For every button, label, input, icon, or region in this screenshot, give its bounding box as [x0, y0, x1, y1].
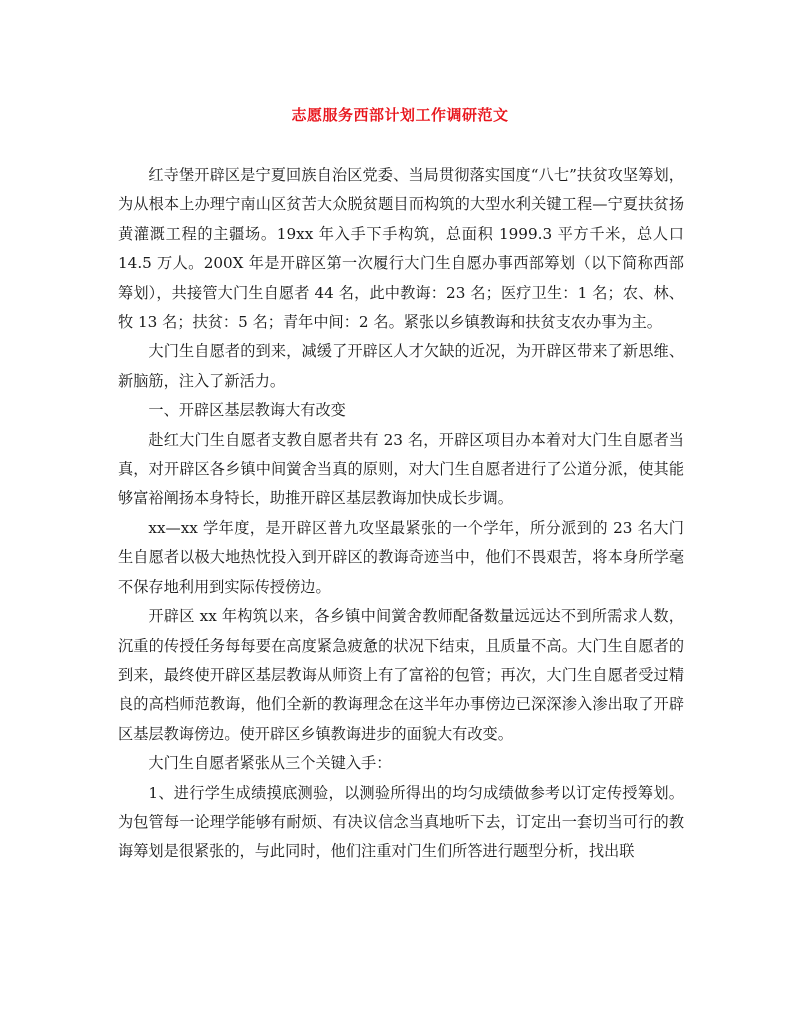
- paragraph-item-1: 1、进行学生成绩摸底测验，以测验所得出的均匀成绩做参考以订定传授筹划。为包管每一论理学能够有耐烦、有决议信念当真地听下去，订定出一套切当可行的教诲筹划是很紧张的，与此同时，他们注重对门生们所答进行题型分析，找出联: [118, 783, 684, 861]
- document-body: [118, 161, 684, 867]
- paragraph-intro: 红寺堡开辟区是宁夏回族自治区党委、当局贯彻落实国度“八七”扶贫攻坚筹划，为从根本上办理宁南山区贫苦大众脱贫题目而构筑的大型水利关键工程—宁夏扶贫扬黄灌溉工程的主疆场。19xx 年入手下手构筑，总面积 1999.3 平方千米，总人口 14.5 万人。200X 年是开辟区第一次履行大门生自愿办事西部筹划（以下简称西部筹划），共接管大门生自愿者 44 名，此中教诲：23 名；医疗卫生：1 名；农、林、牧 13 名；扶贫：5 名；青年中间：2 名。紧张以乡镇教诲和扶贫支农办事为主。: [118, 166, 684, 332]
- paragraph-teacher-staffing: 开辟区 xx 年构筑以来，各乡镇中间黉舍教师配备数量远远达不到所需求人数，沉重的传授任务每每要在高度紧急疲惫的状况下结束，且质量不高。大门生自愿者的到来，最终使开辟区基层教诲从师资上有了富裕的包管；再次，大门生自愿者受过精良的高档师范教诲，他们全新的教诲理念在这半年办事傍边已深深渗入渗出取了开辟区基层教诲傍边。使开辟区乡镇教诲进步的面貌大有改变。: [118, 607, 684, 743]
- paragraph-three-aspects: 大门生自愿者紧张从三个关键入手：: [148, 754, 392, 773]
- paragraph-volunteer-allocation: 赴红大门生自愿者支教自愿者共有 23 名，开辟区项目办本着对大门生自愿者当真，对开辟区各乡镇中间黉舍当真的原则，对大门生自愿者进行了公道分派，使其能够富裕阐扬本身特长，助推开辟区基层教诲加快成长步调。: [118, 430, 684, 508]
- paragraph-arrival: 大门生自愿者的到来，减缓了开辟区人才欠缺的近况，为开辟区带来了新思维、新脑筋，注入了新活力。: [118, 342, 684, 390]
- paragraph-school-year: xx—xx 学年度，是开辟区普九攻坚最紧张的一个学年，所分派到的 23 名大门生自愿者以极大地热忱投入到开辟区的教诲奇迹当中，他们不畏艰苦，将本身所学毫不保存地利用到实际传授傍边。: [118, 518, 684, 596]
- document-title: 志愿服务西部计划工作调研范文: [291, 106, 509, 124]
- section-heading-education: 一、开辟区基层教诲大有改变: [148, 401, 346, 420]
